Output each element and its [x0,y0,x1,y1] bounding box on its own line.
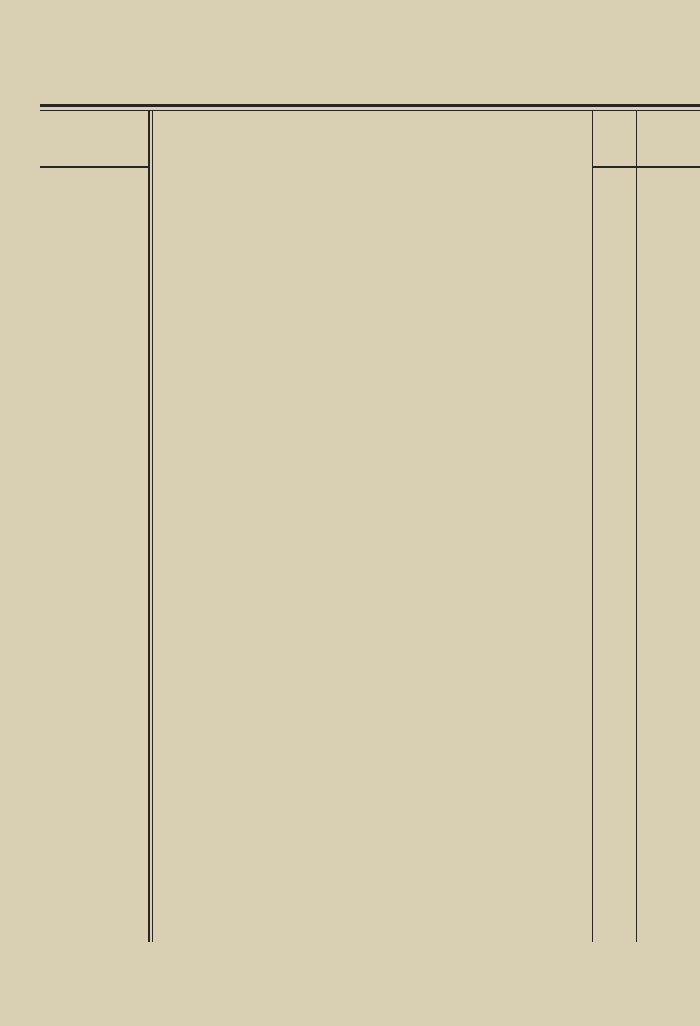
column-divider-rub [592,110,593,942]
column-divider-number-2 [152,110,153,942]
header-rule-right [592,166,700,168]
column-divider-kop [636,110,637,942]
top-rule [40,104,700,107]
top-rule-thin [40,110,700,111]
header-rule [40,166,148,168]
column-divider-number [148,110,150,942]
